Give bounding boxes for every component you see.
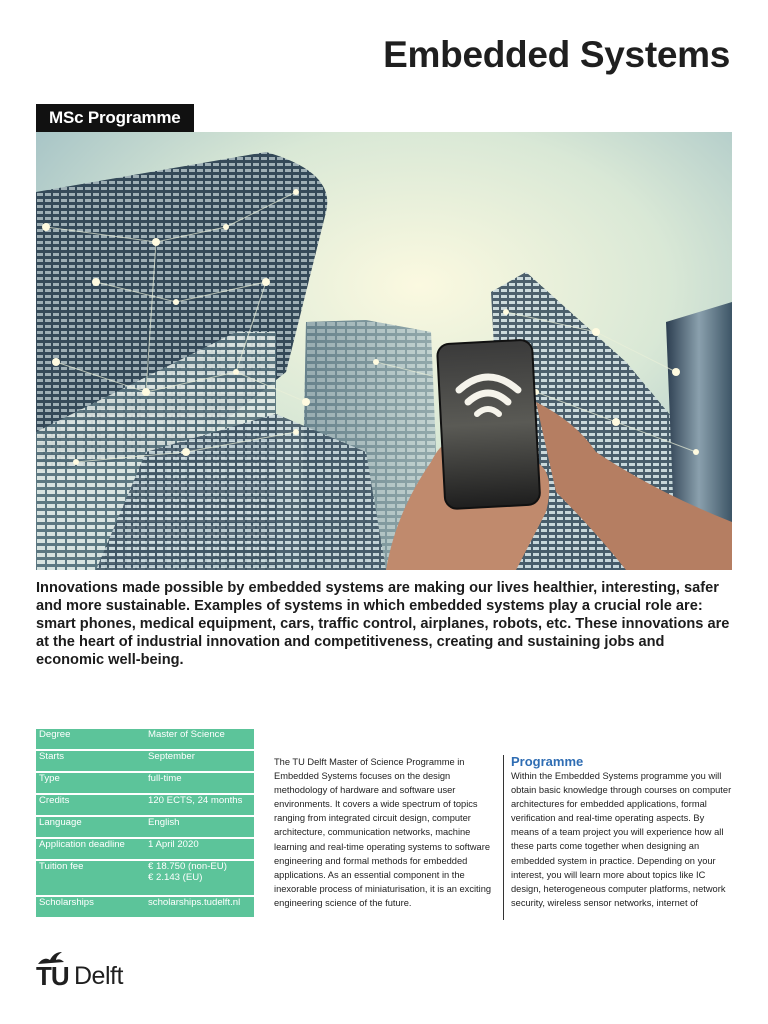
fact-value: Master of Science xyxy=(144,729,254,750)
programme-text: Within the Embedded Systems programme you will obtain basic knowledge through courses on computer architectures for embedded applications, formal verification and real-time operating aspects. By means of a team project you will experience how all these parts come together when designing an embedded system in practice. Depending on your interest, you will learn more about topics like IC design, heterogeneous computer platforms, network security, wireless sensor networks, internet of xyxy=(511,771,732,908)
description-text: The TU Delft Master of Science Programme in Embedded Systems focuses on the design methodology of hardware and software user environments. It covers a wide spectrum of topics ranging from integrated circuit design, computer architecture, communication networks, machine learning and real-time operating systems to software engineering and formal methods for embedded applications. As an essential component in the inexorable process of miniaturisation, it is an exciting engineering science of the future. xyxy=(274,757,492,908)
logo-delft-text: Delft xyxy=(74,962,123,990)
fact-value: full-time xyxy=(144,772,254,794)
fact-value: September xyxy=(144,750,254,772)
fact-value: 1 April 2020 xyxy=(144,838,254,860)
logo-tu-text: TU xyxy=(36,961,69,991)
table-row xyxy=(36,816,254,838)
fact-key: Tuition fee xyxy=(36,860,144,896)
fact-key: Starts xyxy=(36,750,144,772)
table-row xyxy=(36,772,254,794)
column-divider xyxy=(503,755,504,920)
table-row xyxy=(36,794,254,816)
programme-facts-table xyxy=(36,729,254,919)
fact-key: Scholarships xyxy=(36,896,144,918)
table-row xyxy=(36,750,254,772)
programme-column xyxy=(511,754,733,910)
fact-key: Application deadline xyxy=(36,838,144,860)
programme-badge: MSc Programme xyxy=(36,104,194,132)
fact-value: € 18.750 (non-EU) xyxy=(148,861,227,872)
scholarships-link[interactable]: scholarships.tudelft.nl xyxy=(144,896,254,918)
intro-paragraph: Innovations made possible by embedded systems are making our lives healthier, interesting, safer and more sustainable. Examples of systems in which embedded systems play a crucial role are: smart phones, medical equipment, cars, traffic control, airplanes, robots, etc. These innovations are at the heart of industrial innovation and competitiveness, creating and sustaining jobs and economic well-being. xyxy=(36,580,730,668)
page-title: Embedded Systems xyxy=(383,34,730,75)
table-row xyxy=(36,896,254,918)
fact-key: Degree xyxy=(36,729,144,750)
programme-heading: Programme xyxy=(511,754,584,769)
smartphone xyxy=(437,339,541,509)
fact-value-secondary: € 2.143 (EU) xyxy=(148,872,203,883)
fact-key: Type xyxy=(36,772,144,794)
hero-image xyxy=(36,132,732,570)
fact-key: Language xyxy=(36,816,144,838)
table-row xyxy=(36,838,254,860)
fact-key: Credits xyxy=(36,794,144,816)
table-row xyxy=(36,729,254,750)
table-row xyxy=(36,860,254,896)
fact-value: 120 ECTS, 24 months xyxy=(144,794,254,816)
fact-value: English xyxy=(144,816,254,838)
description-column xyxy=(274,755,494,910)
